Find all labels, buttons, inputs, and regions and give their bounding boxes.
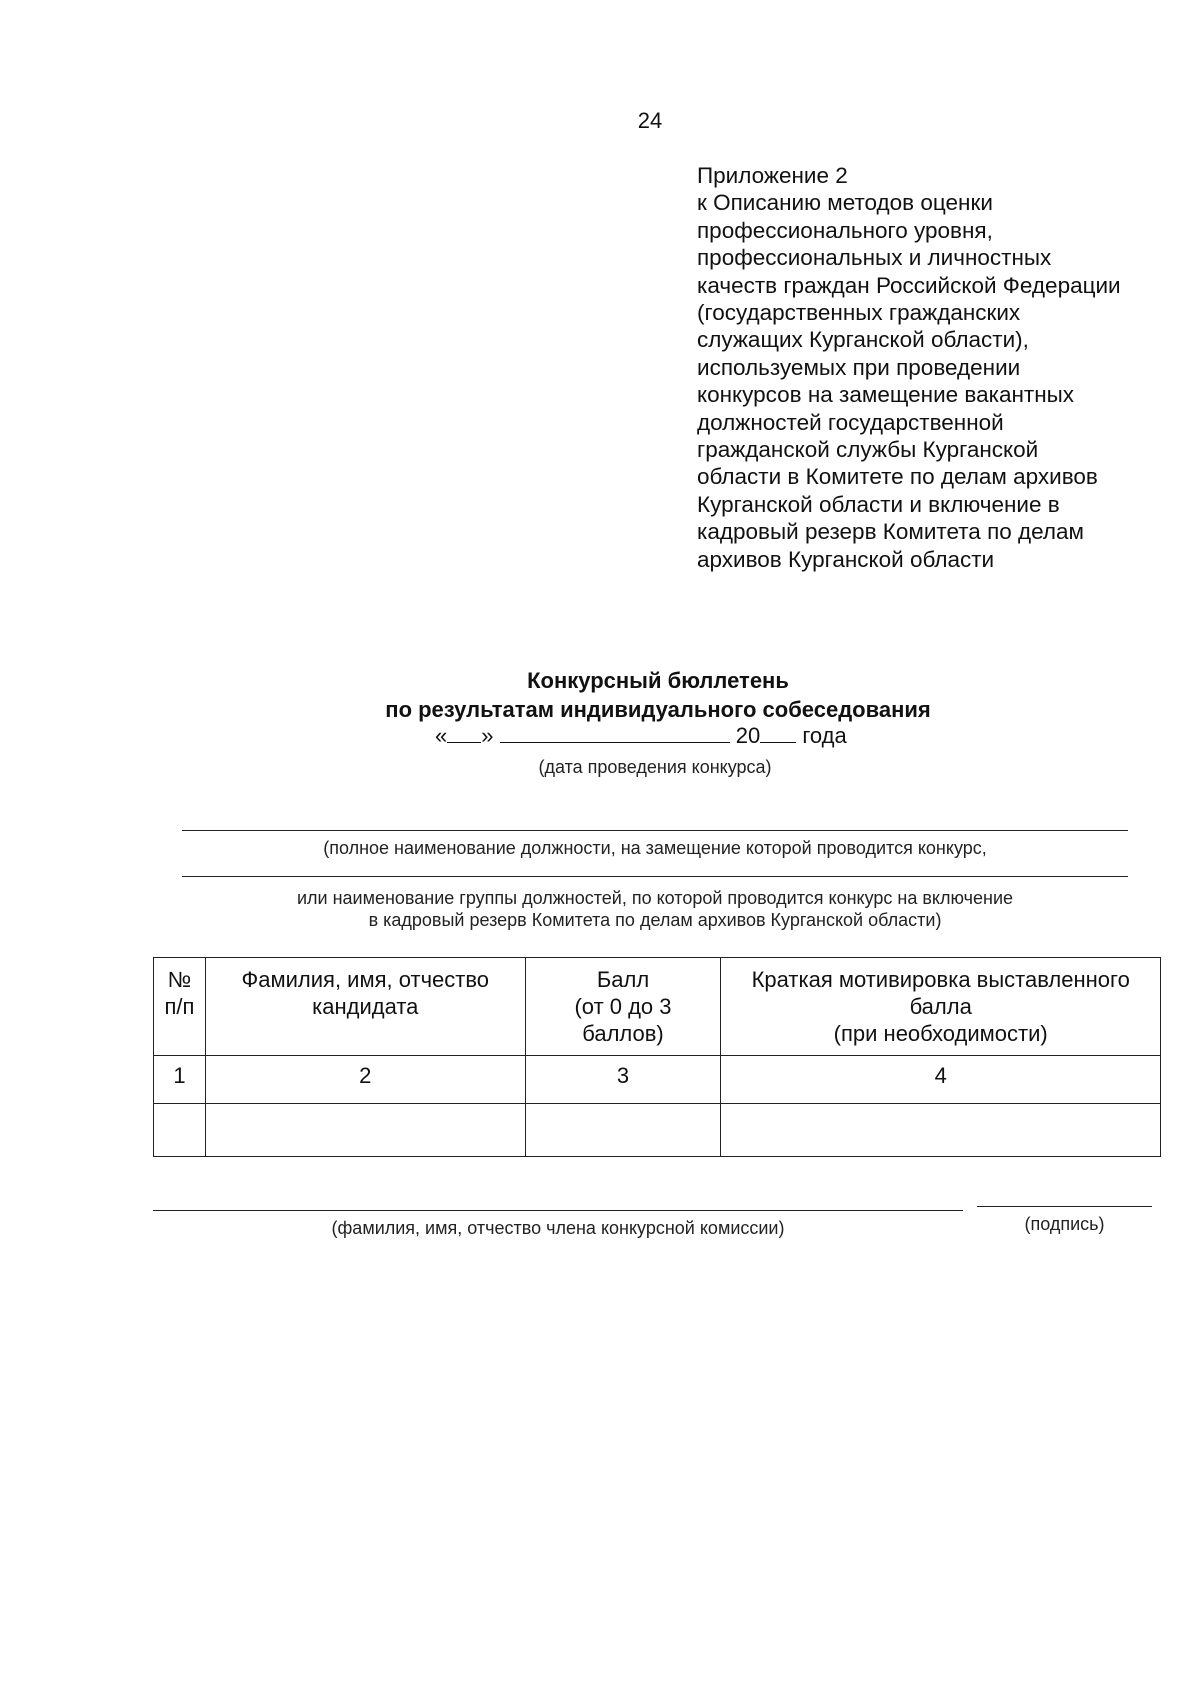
position-line-2[interactable]: [182, 876, 1128, 877]
position-caption-2: или наименование группы должностей, по которой проводится конкурс на включение: [296, 888, 1014, 908]
year-prefix: 20: [735, 723, 761, 748]
appendix-line: служащих Курганской области),: [697, 327, 1029, 353]
signature-line[interactable]: [977, 1206, 1152, 1207]
day-blank[interactable]: [447, 724, 481, 743]
appendix-line: области в Комитете по делам архивов: [697, 464, 1098, 490]
month-blank[interactable]: [500, 724, 730, 743]
title-line-1: Конкурсный бюллетень: [527, 668, 789, 693]
year-suffix: года: [802, 723, 847, 748]
page-number: 24: [637, 108, 663, 133]
position-caption-3: в кадровый резерв Комитета по делам архивов Курганской области): [368, 910, 942, 930]
table-header-row: [154, 958, 1161, 1056]
year-blank[interactable]: [760, 724, 796, 743]
header-motivation-text: Краткая мотивировка выставленного балла (при необходимости): [751, 967, 1130, 1046]
column-number-4: 4: [721, 1056, 1161, 1104]
appendix-line: Курганской области и включение в: [697, 491, 1060, 517]
empty-cell-score[interactable]: [525, 1104, 721, 1157]
header-score: [525, 958, 721, 1056]
date-open-quote: «: [435, 723, 448, 748]
date-line: [435, 723, 895, 749]
appendix-line: гражданской службы Курганской: [697, 437, 1039, 463]
appendix-note: [697, 162, 1167, 573]
date-caption: (дата проведения конкурса): [538, 757, 772, 777]
column-number-1: 1: [154, 1056, 206, 1104]
member-name-caption: (фамилия, имя, отчество члена конкурсной комиссии): [331, 1218, 785, 1238]
appendix-line: используемых при проведении: [697, 354, 1021, 380]
header-number: [154, 958, 206, 1056]
results-table: [153, 957, 1161, 1157]
appendix-line: к Описанию методов оценки: [697, 190, 993, 216]
header-motivation: [721, 958, 1161, 1056]
empty-cell-number[interactable]: [154, 1104, 206, 1157]
header-score-text: Балл (от 0 до 3 баллов): [574, 967, 672, 1046]
title-line-2: по результатам индивидуального собеседования: [385, 697, 931, 722]
table-row: [154, 1104, 1161, 1157]
header-candidate: [205, 958, 525, 1056]
appendix-line: должностей государственной: [697, 409, 1004, 435]
appendix-line: профессиональных и личностных: [697, 245, 1052, 271]
empty-cell-candidate[interactable]: [205, 1104, 525, 1157]
appendix-line: профессионального уровня,: [697, 217, 993, 243]
column-number-2: 2: [205, 1056, 525, 1104]
signature-caption: (подпись): [1024, 1214, 1105, 1234]
position-line-1[interactable]: [182, 830, 1128, 831]
appendix-line: конкурсов на замещение вакантных: [697, 382, 1075, 408]
appendix-line: кадровый резерв Комитета по делам: [697, 519, 1085, 545]
appendix-line: качеств граждан Российской Федерации: [697, 272, 1121, 298]
appendix-line: архивов Курганской области: [697, 546, 995, 572]
empty-cell-motivation[interactable]: [721, 1104, 1161, 1157]
appendix-line: Приложение 2: [697, 163, 848, 188]
ballot-title: [258, 666, 1058, 724]
header-number-text: № п/п: [164, 967, 195, 1019]
header-candidate-text: Фамилия, имя, отчество кандидата: [241, 967, 490, 1019]
column-number-3: 3: [525, 1056, 721, 1104]
date-close-quote: »: [481, 723, 494, 748]
member-name-line[interactable]: [153, 1210, 963, 1211]
position-caption-1: (полное наименование должности, на замещение которой проводится конкурс,: [323, 838, 987, 858]
appendix-line: (государственных гражданских: [697, 300, 1021, 326]
column-number-row: [154, 1056, 1161, 1104]
